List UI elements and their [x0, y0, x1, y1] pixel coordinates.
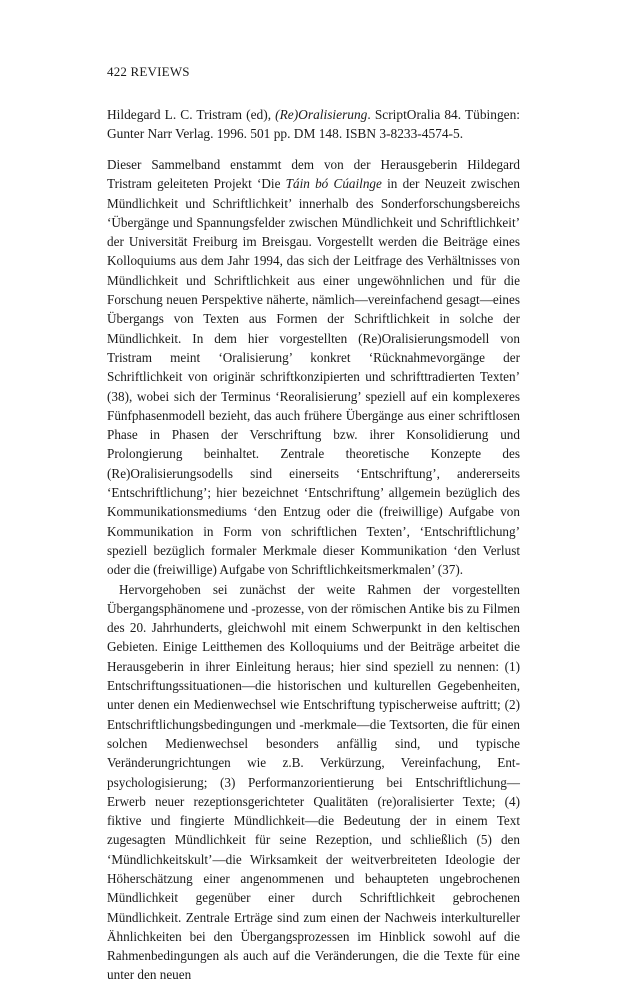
review-body [107, 155, 520, 985]
citation-book-title: (Re)Oralisierung [275, 107, 368, 122]
epic-title: Táin bó Cúailnge [285, 176, 382, 192]
running-head: 422 REVIEWS [107, 64, 190, 79]
citation-editor-text: Hildegard L. C. Tristram (ed), [107, 107, 276, 122]
citation-publication-details: . ScriptOralia 84. Tübingen: Gunter Narr Verlag. 1996. 501 pp. DM 148. ISBN 3-8233-4574-5. [107, 107, 520, 141]
paragraph-1-intro: Dieser Sammelband enstammt dem von der Herausgeberin Hildegard Tristram geleiteten Projekt ‘Die [107, 157, 520, 192]
paragraph-1-main: in der Neuzeit zwischen Mündlichkeit und Schriftlichkeit’ innerhalb des Sonderforschungsbereichs ‘Übergänge und Spannungsfelder zwischen Mündlichkeit und Schriftlichkeit’ der Universität Freiburg im Breisgau. Vorgestellt werden die Beiträge eines Kolloquiums aus dem Jahr 1994, das sich der Leitfrage des Verhältnisses von Mündlichkeit und Schriftlichkeit aus einer ungewöhnlichen und für die Forschung neuen Perspektive näherte, nämlich—vereinfachend gesagt—eines Übergangs von Texten aus Formen der Schriftlichkeit in solche der Mündlichkeit. In dem hier vorgestellten (Re)Oralisierungsmodell von Tristram meint ‘Oralisierung’ konkret ‘Rücknahmevorgänge der Schriftlichkeit von originär schriftkonzipierten und schrifttradierten Texten’ (38), wobei sich der Terminus ‘Reoralisierung’ speziell auf ein komplexeres Fünfphasenmodell bezieht, das auch frühere Übergänge aus einer schriftlosen Phase in Phasen der Verschriftung bzw. ihrer Konsolidierung und Prolongierung beinhaltet. Zentrale theoretische Konzepte des (Re)Oralisierungsodells sind einerseits ‘Entschriftung’, andererseits ‘Entschriftlichung’; hier bezeichnet ‘Entschriftung’ allgemein bezüglich des Kommunikationsmediums ‘den Entzug oder die (freiwillige) Aufgabe von Kommunikation in Form von schriftlichen Texten’, ‘Entschriftlichung’ speziell bezüglich formaler Merkmale dieser Kommunikation ‘den Verlust oder die (freiwillige) Aufgabe von Schriftlichkeitsmerkmalen’ (37). [107, 176, 520, 578]
book-citation [107, 105, 520, 143]
paragraph-2: Hervorgehoben sei zunächst der weite Rahmen der vorgestellten Übergangsphänomene und -prozesse, von der römischen Antike bis zu Filmen des 20. Jahrhunderts, gleichwohl mit einem Schwerpunkt in den keltischen Gebieten. Einige Leitthemen des Kolloquiums und der Beiträge arbeitet die Herausgeberin in ihrer Einleitung heraus; hier sind speziell zu nennen: (1) Entschriftungssituationen—die historischen und kulturellen Gegebenheiten, unter denen ein Medienwechsel wie Entschriftung typischerweise auftritt; (2) Entschriftlichungsbedingungen und -merkmale—die Textsorten, die für einen solchen Medienwechsel besonders anfällig sind, und typische Veränderungrichtungen wie z.B. Verkürzung, Vereinfachung, Entpsychologisierung; (3) Performanzorientierung bei Entschriftlichung—Erwerb neuer rezeptionsgerichteter Qualitäten (re)oralisierter Texte; (4) fiktive und fingierte Mündlichkeit—die Bedeutung der in einem Text zugesagten Mündlichkeit für seine Rezeption, und schließlich (5) den ‘Mündlichkeitskult’—die Wirksamkeit der weitverbreiteten Ideologie der Höherschätzung einer angenommenen und behaupteten ungebrochenen Mündlichkeit gegenüber einer durch Schriftlichkeit gebrochenen Mündlichkeit. Zentrale Erträge sind zum einen der Nachweis interkultureller Ähnlichkeiten bei den Übergangsprozessen im Hinblick sowohl auf die Rahmenbedingungen als auch auf die Veränderungen, die die Texte für eine unter den neuen [107, 581, 520, 983]
paragraph-1 [107, 155, 520, 580]
